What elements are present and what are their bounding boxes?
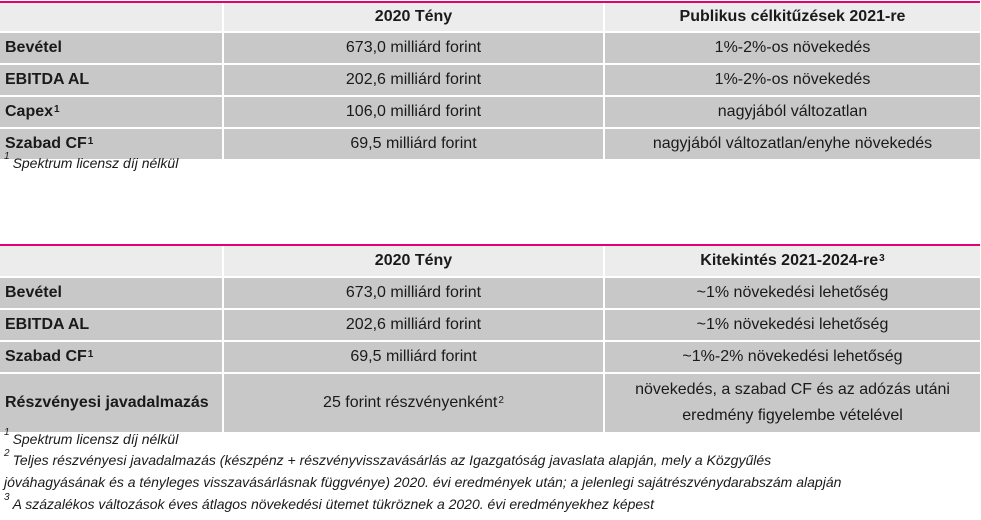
table-row bbox=[0, 65, 980, 97]
table-row bbox=[0, 310, 980, 342]
row-actual: 673,0 milliárd forint bbox=[222, 33, 603, 63]
header-cell-empty bbox=[0, 3, 222, 31]
footnote-continued: jóváhagyásának és a tényleges visszavásárlásnak függvénye) 2020. évi eredmények után; a jelenlegi sajátrészvénydarabszám alapján bbox=[4, 474, 842, 490]
row-label: Szabad CF $^1$ bbox=[0, 129, 222, 159]
row-actual: 25 forint részvényenként $^2$ bbox=[222, 374, 603, 432]
header-cell-empty bbox=[0, 246, 222, 276]
footnote: $^3$ A százalékos változások éves átlagos növekedési ütemet tükröznek a 2020. évi eredményekhez képest bbox=[4, 492, 655, 512]
row-label: Bevétel bbox=[0, 33, 222, 63]
row-label: EBITDA AL bbox=[0, 65, 222, 95]
table1-footnotes bbox=[4, 152, 178, 174]
row-outlook: ~1% növekedési lehetőség bbox=[603, 278, 980, 308]
row-target: 1%-2%-os növekedés bbox=[603, 65, 980, 95]
footnote: $^2$ Teljes részvényesi javadalmazás (készpénz + részvényvisszavásárlás az Igazgatóság javaslata alapján, mely a Közgyűlés bbox=[4, 448, 772, 468]
row-actual: 202,6 milliárd forint bbox=[222, 310, 603, 340]
row-label: Részvényesi javadalmazás bbox=[0, 374, 222, 432]
row-outlook: ~1% növekedési lehetőség bbox=[603, 310, 980, 340]
row-label: Capex $^1$ bbox=[0, 97, 222, 127]
row-target: 1%-2%-os növekedés bbox=[603, 33, 980, 63]
header-cell-outlook: Kitekintés 2021-2024-re $^3$ bbox=[603, 246, 980, 276]
table-header-row bbox=[0, 3, 980, 33]
table-row bbox=[0, 33, 980, 65]
table-row bbox=[0, 97, 980, 129]
table-row bbox=[0, 374, 980, 434]
header-cell-target: Publikus célkitűzések 2021-re bbox=[603, 3, 980, 31]
row-actual: 202,6 milliárd forint bbox=[222, 65, 603, 95]
table2-footnotes bbox=[4, 427, 842, 515]
table-row bbox=[0, 342, 980, 374]
guidance-2021-table bbox=[0, 1, 980, 161]
row-outlook bbox=[603, 374, 980, 432]
row-label: EBITDA AL bbox=[0, 310, 222, 340]
row-actual: 106,0 milliárd forint bbox=[222, 97, 603, 127]
row-label: Bevétel bbox=[0, 278, 222, 308]
row-outlook: ~1%-2% növekedési lehetőség bbox=[603, 342, 980, 372]
footnote: $^1$ Spektrum licensz díj nélkül bbox=[4, 427, 179, 447]
header-cell-actual: 2020 Tény bbox=[222, 3, 603, 31]
row-target: nagyjából változatlan bbox=[603, 97, 980, 127]
table-header-row bbox=[0, 246, 980, 278]
outlook-line-2: eredmény figyelembe vételével bbox=[682, 407, 903, 424]
outlook-line-1: növekedés, a szabad CF és az adózás utáni bbox=[635, 381, 950, 398]
row-actual: 69,5 milliárd forint bbox=[222, 129, 603, 159]
row-target: nagyjából változatlan/enyhe növekedés bbox=[603, 129, 980, 159]
footnote: $^1$ Spektrum licensz díj nélkül bbox=[4, 151, 179, 171]
outlook-2021-2024-table bbox=[0, 244, 980, 434]
header-cell-actual: 2020 Tény bbox=[222, 246, 603, 276]
row-label: Szabad CF $^1$ bbox=[0, 342, 222, 372]
table-row bbox=[0, 278, 980, 310]
row-actual: 69,5 milliárd forint bbox=[222, 342, 603, 372]
row-actual: 673,0 milliárd forint bbox=[222, 278, 603, 308]
